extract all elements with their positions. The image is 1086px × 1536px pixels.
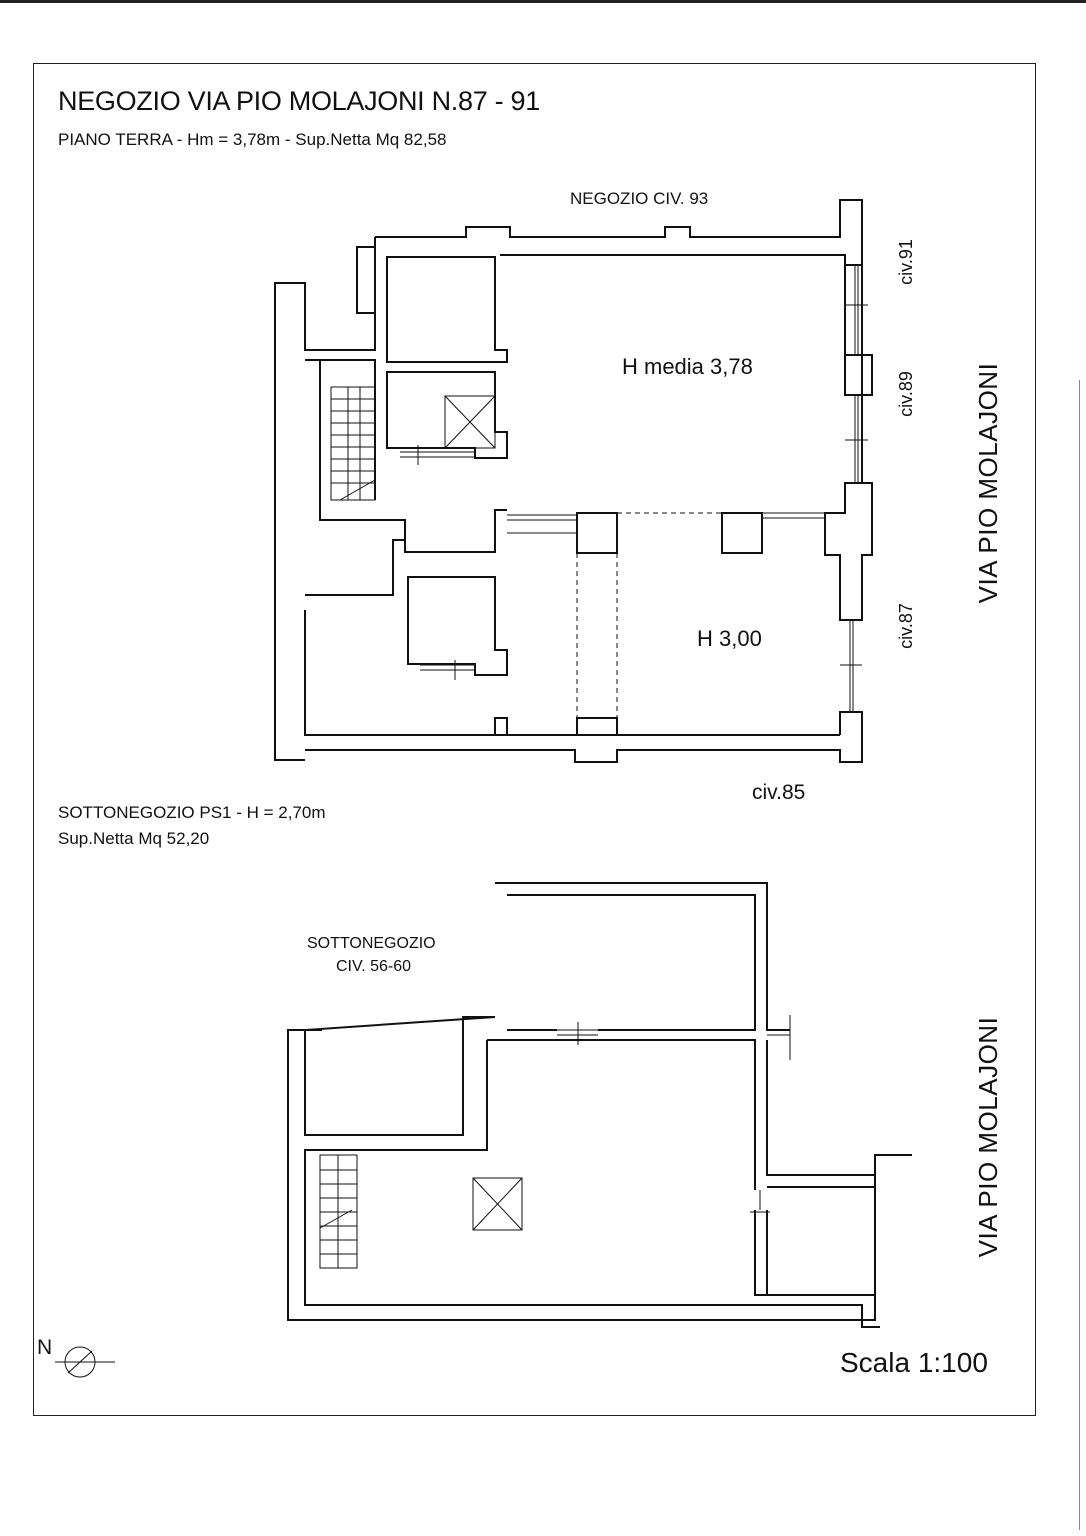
basement-neighbor-line2: CIV. 56-60 <box>336 958 412 975</box>
civ-87-label: civ.87 <box>896 603 916 649</box>
gf-opening-lines <box>507 513 825 533</box>
gf-pillar-2 <box>722 513 762 553</box>
scale-label: Scala 1:100 <box>840 1347 988 1378</box>
civ-91-label: civ.91 <box>896 239 916 285</box>
front-room-height-label: H 3,00 <box>697 626 762 651</box>
page-subtitle: PIANO TERRA - Hm = 3,78m - Sup.Netta Mq 82,58 <box>58 130 447 149</box>
basement-heading: SOTTONEGOZIO PS1 - H = 2,70m <box>58 803 326 822</box>
basement-area: Sup.Netta Mq 52,20 <box>58 829 210 848</box>
street-label-ground: VIA PIO MOLAJONI <box>973 362 1003 604</box>
gf-closet <box>357 247 375 313</box>
gf-wc-box <box>387 372 507 458</box>
bs-skylight <box>473 1178 522 1230</box>
gf-left-lower-wall <box>305 540 862 762</box>
gf-pillar-1 <box>577 513 617 553</box>
gf-dashed-beams <box>577 513 722 718</box>
civ-85-label: civ.85 <box>752 781 806 804</box>
gf-pillar-4 <box>495 718 507 735</box>
page-title: NEGOZIO VIA PIO MOLAJONI N.87 - 91 <box>58 86 540 116</box>
gf-skylight <box>445 396 495 448</box>
bs-stairs <box>320 1155 357 1268</box>
gf-door-lines <box>400 445 475 680</box>
street-label-basement: VIA PIO MOLAJONI <box>973 1016 1003 1258</box>
gf-right-pillar <box>825 483 872 620</box>
gf-inner-top <box>387 257 507 362</box>
gf-top-wall <box>375 200 862 265</box>
north-arrow-icon <box>55 1347 115 1377</box>
ground-floor-plan <box>275 200 872 762</box>
gf-stairs <box>331 387 375 500</box>
basement-neighbor-line1: SOTTONEGOZIO <box>307 935 436 952</box>
neighbor-shop-label: NEGOZIO CIV. 93 <box>570 189 709 208</box>
north-label: N <box>37 1336 53 1359</box>
gf-stair-wall <box>305 360 507 552</box>
main-room-height-label: H media 3,78 <box>622 354 753 379</box>
civ-89-label: civ.89 <box>896 371 916 417</box>
gf-pillar-3 <box>577 718 617 735</box>
gf-wc2-box <box>408 577 507 675</box>
